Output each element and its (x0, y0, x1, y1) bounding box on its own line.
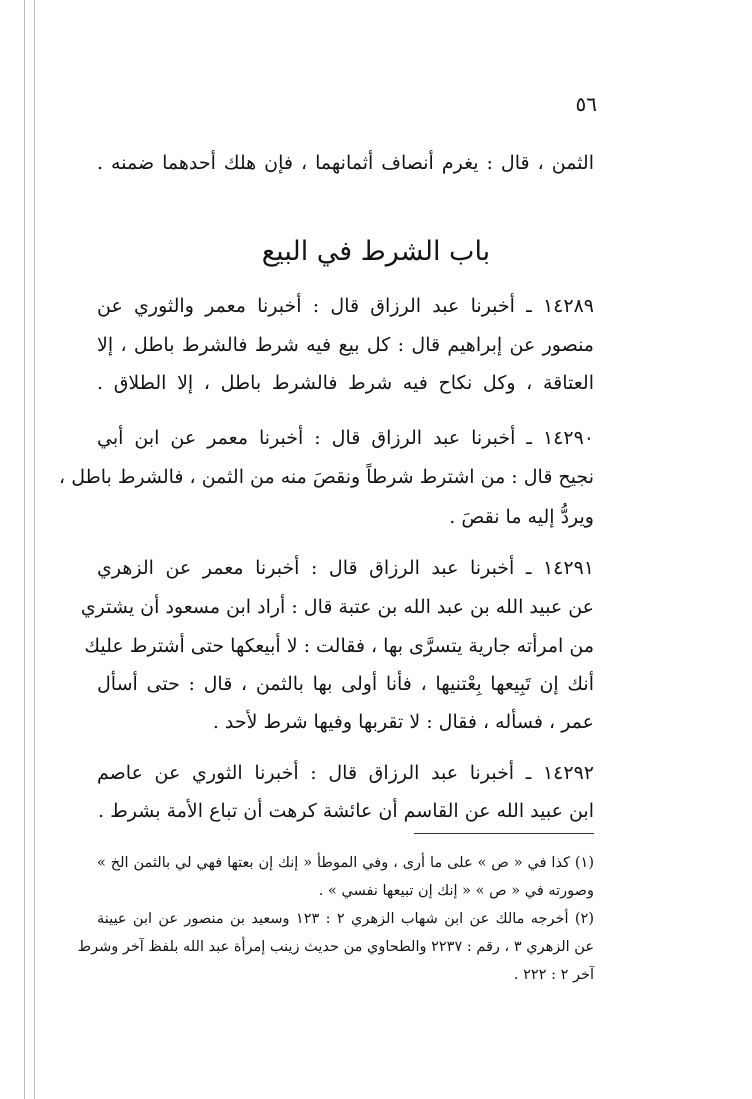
footnote-2-line-2: عن الزهري ٣ ، رقم : ٢٢٣٧ والطحاوي من حديث زينب إمرأة عبد الله بلفظ آخر وشرط (77, 939, 594, 955)
hadith-14289-line-2: منصور عن إبراهيم قال : كل بيع فيه شرط فالشرط باطل ، إلا (97, 334, 594, 356)
hadith-14291-line-1: ١٤٢٩١ ـ أخبرنا عبد الرزاق قال : أخبرنا معمر عن الزهري (97, 557, 594, 579)
footnote-2-line-3: آخر ٢ : ٢٢٢ . (513, 967, 594, 983)
hadith-14292-line-2: ابن عبيد الله عن القاسم أن عائشة كرهت أن تباع الأمة بشرط . (98, 800, 594, 822)
footnote-2-line-1: (٢) أخرجه مالك عن ابن شهاب الزهري ٢ : ١٢٣ وسعيد بن منصور عن ابن عيينة (97, 911, 594, 927)
chapter-title: باب الشرط في البيع (261, 236, 491, 267)
hadith-14290-line-1: ١٤٢٩٠ ـ أخبرنا عبد الرزاق قال : أخبرنا معمر عن ابن أبي (97, 427, 594, 449)
hadith-14290-line-2: نجيح قال : من اشترط شرطاً ونقصَ منه من الثمن ، فالشرط باطل ، (59, 466, 594, 488)
footnote-1-line-1: (١) كذا في « ص » على ما أرى ، وفي الموطأ « إنك إن بعتها فهي لي بالثمن الخ » (97, 855, 594, 871)
carry-over-line: الثمن ، قال : يغرم أنصاف أثمانهما ، فإن هلك أحدهما ضمنه . (97, 152, 594, 174)
footnote-1-line-2: وصورته في « ص » « إنك إن تبيعها نفسي » . (318, 883, 594, 899)
footnote-separator (414, 833, 594, 834)
hadith-14291-line-4: أنك إن تَبِيعها بِعْتنيها ، فأنا أولى بها بالثمن ، قال : حتى أسأل (97, 673, 594, 695)
page-number: ٥٦ (575, 92, 597, 116)
hadith-14289-line-3: العتاقة ، وكل نكاح فيه شرط فالشرط باطل ، إلا الطلاق . (97, 372, 594, 394)
hadith-14292-line-1: ١٤٢٩٢ ـ أخبرنا عبد الرزاق قال : أخبرنا الثوري عن عاصم (97, 762, 594, 784)
hadith-14291-line-5: عمر ، فسأله ، فقال : لا تقربها وفيها شرط لأحد . (212, 711, 594, 733)
left-margin-line-inner (34, 0, 35, 1099)
hadith-14291-line-2: عن عبيد الله بن عبد الله بن عتبة قال : أراد ابن مسعود أن يشتري (80, 596, 594, 618)
hadith-14290-line-3: ويردُّ إليه ما نقصَ . (449, 506, 594, 528)
hadith-14289-line-1: ١٤٢٨٩ ـ أخبرنا عبد الرزاق قال : أخبرنا معمر والثوري عن (97, 295, 594, 317)
left-margin-line (24, 0, 25, 1099)
hadith-14291-line-3: من امرأته جارية يتسرَّى بها ، فقالت : لا أبيعكها حتى أشترط عليك (84, 635, 594, 657)
